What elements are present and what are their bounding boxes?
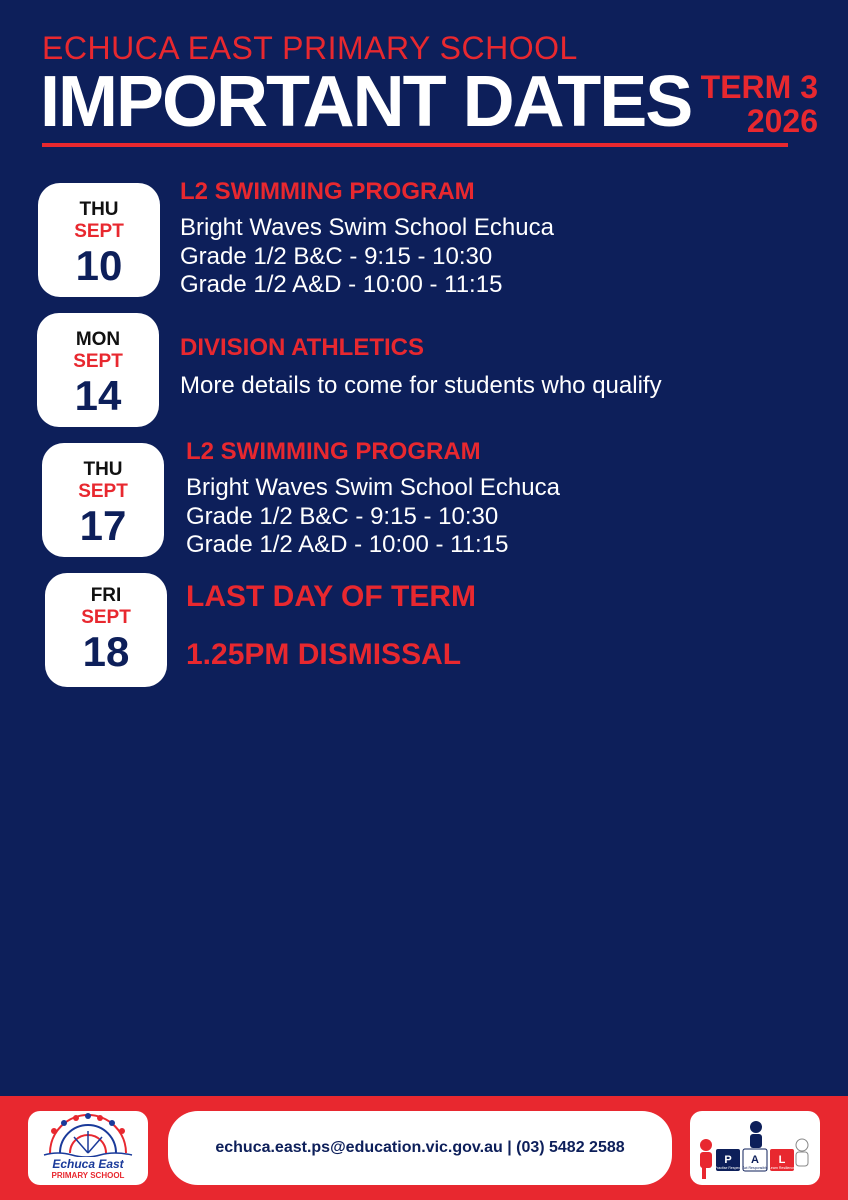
date-month: SEPT — [81, 607, 131, 628]
date-day: 10 — [75, 242, 123, 289]
event-detail: Bright Waves Swim School Echuca — [180, 214, 554, 241]
pal-word-l: Learn Resilience — [768, 1166, 796, 1170]
event-title: LAST DAY OF TERM — [186, 580, 477, 613]
event-detail: Grade 1/2 B&C - 9:15 - 10:30 — [180, 243, 493, 270]
page-title: IMPORTANT DATES — [40, 62, 692, 142]
event-detail: Bright Waves Swim School Echuca — [186, 474, 560, 501]
event-detail: Grade 1/2 A&D - 10:00 - 11:15 — [186, 531, 509, 558]
school-name: ECHUCA EAST PRIMARY SCHOOL — [42, 30, 578, 66]
pal-word-a: Act Responsibly — [742, 1166, 768, 1170]
contact-info — [168, 1111, 672, 1185]
pal-letter-p: P — [724, 1154, 732, 1166]
school-logo — [28, 1111, 148, 1185]
event-title: L2 SWIMMING PROGRAM — [186, 438, 481, 465]
logo-name: Echuca East — [52, 1157, 124, 1171]
term-name: TERM 3 — [700, 69, 818, 105]
event-detail: More details to come for students who qualify — [180, 372, 662, 399]
pal-logo — [690, 1111, 820, 1185]
pal-letter-a: A — [751, 1154, 759, 1166]
event-subtitle: 1.25PM DISMISSAL — [186, 638, 462, 671]
event-title: L2 SWIMMING PROGRAM — [180, 178, 475, 205]
date-month: SEPT — [78, 481, 128, 502]
date-month: SEPT — [74, 221, 124, 242]
date-card — [37, 313, 159, 427]
date-card — [42, 443, 164, 557]
date-weekday: THU — [79, 199, 119, 220]
term-label — [701, 70, 818, 138]
term-year: 2026 — [746, 103, 818, 139]
date-day: 14 — [74, 372, 122, 419]
date-day: 17 — [79, 502, 127, 549]
date-month: SEPT — [73, 351, 123, 372]
date-weekday: MON — [75, 329, 121, 350]
date-weekday: FRI — [90, 585, 122, 606]
date-card — [38, 183, 160, 297]
pal-word-p: Practise Respect — [714, 1166, 742, 1170]
title-divider — [42, 143, 788, 147]
logo-subname: PRIMARY SCHOOL — [51, 1171, 125, 1180]
date-day: 18 — [82, 628, 130, 675]
date-weekday: THU — [83, 459, 123, 480]
contact-text: echuca.east.ps@education.vic.gov.au | (03) 5482 2588 — [215, 1139, 625, 1156]
event-detail: Grade 1/2 B&C - 9:15 - 10:30 — [186, 503, 499, 530]
pal-letter-l: L — [778, 1154, 786, 1166]
event-detail: Grade 1/2 A&D - 10:00 - 11:15 — [180, 271, 503, 298]
date-card — [45, 573, 167, 687]
event-title: DIVISION ATHLETICS — [180, 334, 425, 361]
pal-values-icon — [690, 1111, 820, 1185]
school-logo-icon — [28, 1111, 148, 1157]
footer — [0, 1096, 848, 1200]
